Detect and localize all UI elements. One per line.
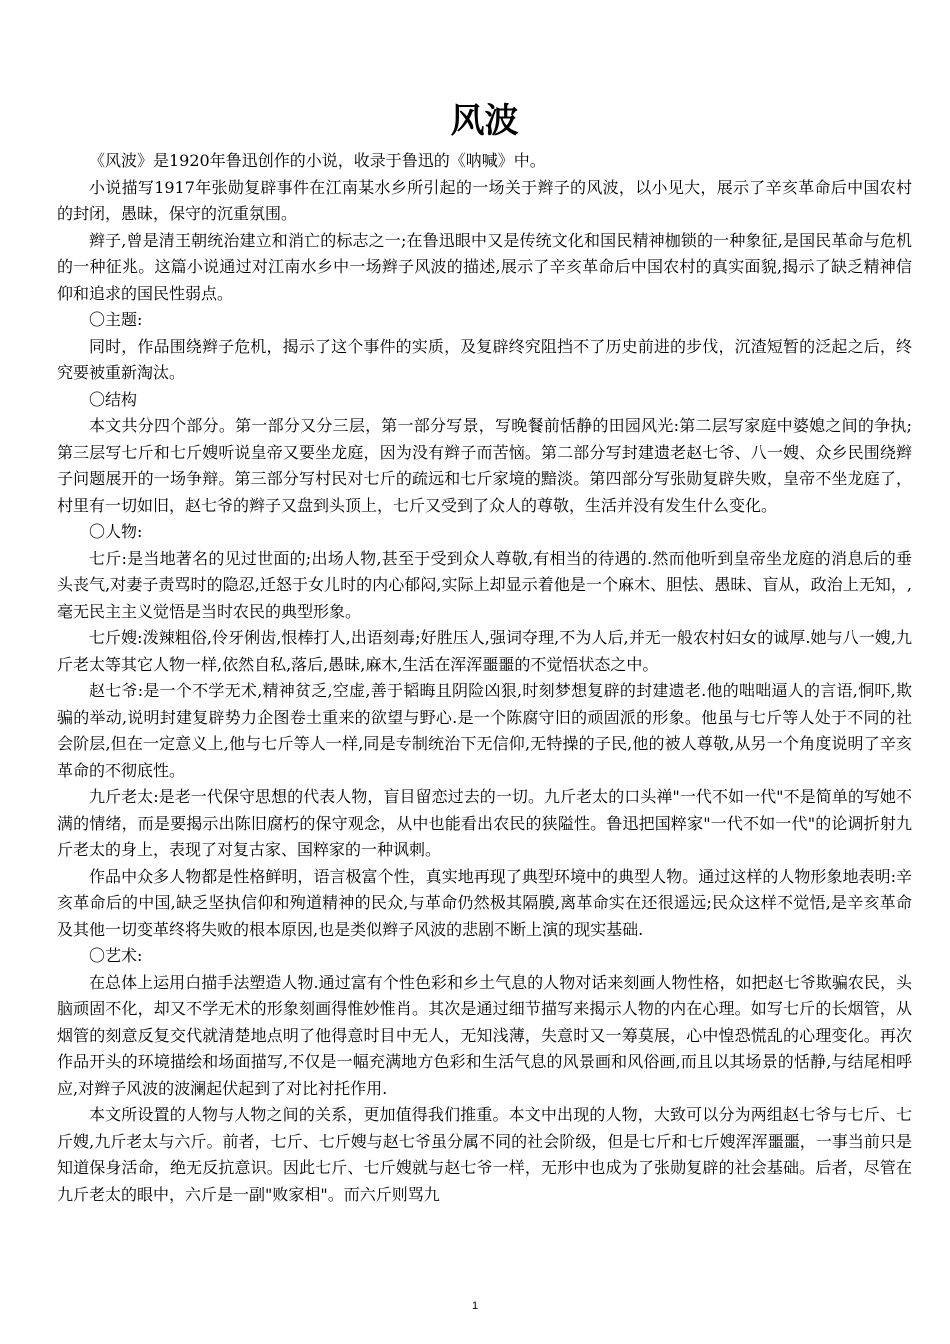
section-heading-theme: 〇主题: (89, 310, 143, 329)
paragraph-theme: 同时，作品围绕辫子危机，揭示了这个事件的实质，及复辟终究阻挡不了历史前进的步伐，沉渣短暂的泛起之后，终究要被重新淘汰。 (57, 336, 912, 382)
section-heading-characters: 〇人物: (89, 522, 143, 541)
paragraph-structure: 本文共分四个部分。第一部分又分三层，第一部分写景，写晚餐前恬静的田园风光:第二层写家庭中婆媳之间的争执;第三层写七斤和七斤嫂听说皇帝又要坐龙庭，因为没有辫子而苦恼。第二部分写封建遗老赵七爷、八一嫂、众乡民围绕辫子问题展开的一场争辩。第三部分写村民对七斤的疏远和七斤家境的黯淡。第四部分写张勋复辟失败，皇帝不坐龙庭了，村里有一切如旧，赵七爷的辫子又盘到头顶上，七斤又受到了众人的尊敬，生活并没有发生什么变化。 (57, 416, 912, 515)
section-heading-art: 〇艺术: (89, 946, 143, 965)
paragraph-jiujin-laotai: 九斤老太:是老一代保守思想的代表人物，盲目留恋过去的一切。九斤老太的口头禅"一代不如一代"不是简单的写她不满的情绪，而是要揭示出陈旧腐朽的保守观念，从中也能看出农民的狭隘性。鲁迅把国粹家"一代不如一代"的论调折射九斤老太的身上，表现了对复古家、国粹家的一种讽刺。 (57, 787, 912, 859)
paragraph-relationships: 本文所设置的人物与人物之间的关系，更加值得我们推重。本文中出现的人物，大致可以分为两组赵七爷与七斤、七斤嫂,九斤老太与六斤。前者，七斤、七斤嫂与赵七爷虽分属不同的社会阶级，但是七斤和七斤嫂浑浑噩噩，一事当前只是知道保身活命，绝无反抗意识。因此七斤、七斤嫂就与赵七爷一样，无形中也成为了张勋复辟的社会基础。后者，尽管在九斤老太的眼中，六斤是一副"败家相"。而六斤则骂九 (57, 1105, 912, 1204)
paragraph-art: 在总体上运用白描手法塑造人物.通过富有个性色彩和乡土气息的人物对话来刻画人物性格，如把赵七爷欺骗农民，头脑顽固不化，却又不学无术的形象刻画得惟妙惟肖。其次是通过细节描写来揭示人物的内在心理。如写七斤的长烟管，从烟管的刻意反复交代就清楚地点明了他得意时目中无人，无知浅薄，失意时又一筹莫展，心中惶恐慌乱的心理变化。再次作品开头的环境描绘和场面描写,不仅是一幅充满地方色彩和生活气息的风景画和风俗画,而且以其场景的恬静,与结尾相呼应,对辫子风波的波澜起伏起到了对比衬托作用. (57, 972, 912, 1098)
paragraph-intro: 《风波》是1920年鲁迅创作的小说，收录于鲁迅的《呐喊》中。 (89, 151, 546, 170)
document-body (57, 148, 912, 1208)
paragraph-qijin-wife: 七斤嫂:泼辣粗俗,伶牙俐齿,恨棒打人,出语刻毒;好胜压人,强词夺理,不为人后,并无一般农村妇女的诚厚.她与八一嫂,九斤老太等其它人物一样,依然自私,落后,愚昧,麻木,生活在浑浑噩噩的不觉悟状态之中。 (57, 628, 912, 674)
paragraph-summary: 小说描写1917年张勋复辟事件在江南某水乡所引起的一场关于辫子的风波，以小见大，展示了辛亥革命后中国农村的封闭，愚昧，保守的沉重氛围。 (57, 177, 912, 223)
section-heading-structure: 〇结构 (89, 389, 138, 409)
paragraph-qijin: 七斤:是当地著名的见过世面的;出场人物,甚至于受到众人尊敬,有相当的待遇的.然而他听到皇帝坐龙庭的消息后的垂头丧气,对妻子责骂时的隐忍,迁怒于女儿时的内心郁闷,实际上却显示着他是一个麻木、胆怯、愚昧、盲从，政治上无知，,毫无民主主义觉悟是当时农民的典型形象。 (57, 548, 912, 621)
paragraph-zhao-qiye: 赵七爷:是一个不学无术,精神贫乏,空虚,善于韬晦且阴险凶狠,时刻梦想复辟的封建遗老.他的咄咄逼人的言语,恫吓,欺骗的举动,说明封建复辟势力企图卷土重来的欲望与野心.是一个陈腐守旧的顽固派的形象。他虽与七斤等人处于不同的社会阶层,但在一定意义上,他与七斤等人一样,同是专制统治下无信仰,无特操的子民,他的被人尊敬,从另一个角度说明了辛亥革命的不彻底性。 (57, 681, 912, 780)
page-number: 1 (471, 1300, 479, 1312)
document-title: 风波 (450, 101, 519, 141)
paragraph-characters-summary: 作品中众多人物都是性格鲜明，语言极富个性，真实地再现了典型环境中的典型人物。通过这样的人物形象地表明:辛亥革命后的中国,缺乏坚执信仰和殉道精神的民众,与革命仍然极其隔膜,离革命实在还很遥远;民众这样不觉悟,是辛亥革命及其他一切变革终将失败的根本原因,也是类似辫子风波的悲剧不断上演的现实基础. (57, 866, 912, 939)
paragraph-queue-symbol: 辫子,曾是清王朝统治建立和消亡的标志之一;在鲁迅眼中又是传统文化和国民精神枷锁的一种象征,是国民革命与危机的一种征兆。这篇小说通过对江南水乡中一场辫子风波的描述,展示了辛亥革命后中国农村的真实面貌,揭示了缺乏精神信仰和追求的国民性弱点。 (57, 230, 912, 303)
